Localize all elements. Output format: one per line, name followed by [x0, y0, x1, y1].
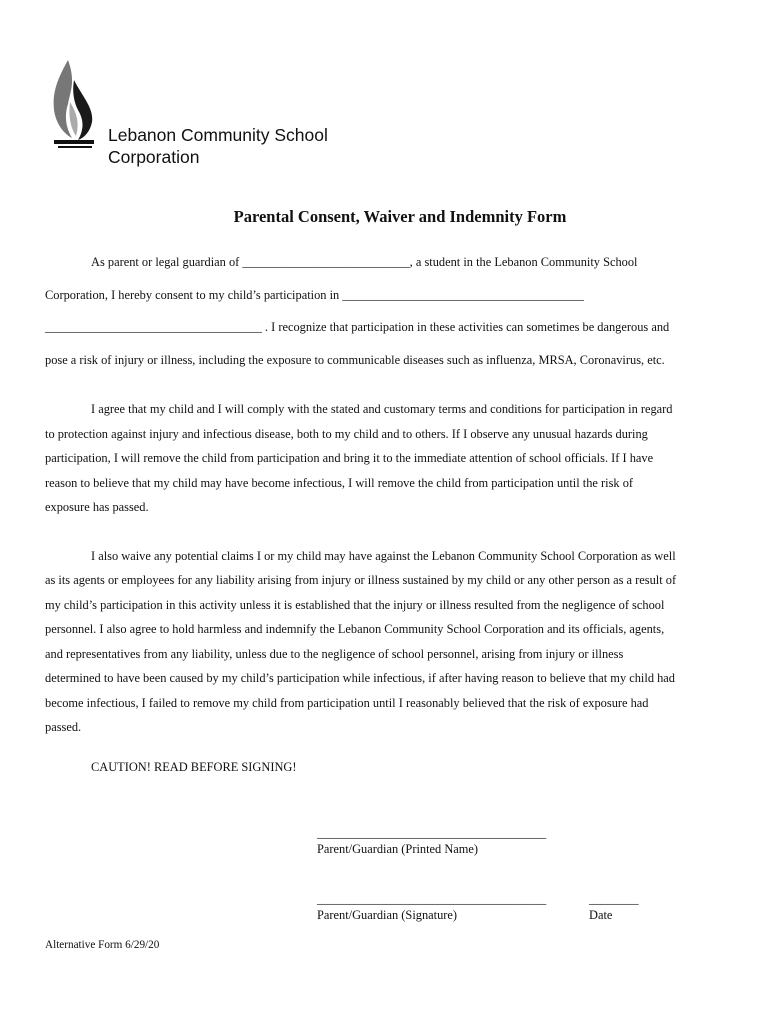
- date-field[interactable]: ________: [589, 892, 639, 906]
- paragraph3-line: and representatives from any liability, unless due to the negligence of school personnel, arising from injury or illness: [45, 647, 624, 661]
- signature-field[interactable]: _____________________________________: [317, 892, 547, 906]
- paragraph3-line: as its agents or employees for any liability arising from injury or illness sustained by my child or any other person as a result of: [45, 573, 677, 587]
- paragraph2-line: exposure has passed.: [45, 500, 149, 514]
- paragraph1-line: As parent or legal guardian of ___________________________, a student in the Lebanon Community School: [91, 255, 638, 269]
- printed-name-label: Parent/Guardian (Printed Name): [317, 842, 479, 856]
- paragraph2-line: I agree that my child and I will comply with the stated and customary terms and conditions for participation in regard: [91, 402, 673, 416]
- paragraph2-line: reason to believe that my child may have become infectious, I will remove the child from participation until the risk of: [45, 476, 634, 490]
- paragraph3-line: become infectious, I failed to remove my child from participation until I reasonably believed that the risk of exposure had: [45, 696, 649, 710]
- paragraph3-line: personnel. I also agree to hold harmless and indemnify the Lebanon Community School Corporation and its officials, agents,: [45, 622, 665, 636]
- date-label: Date: [589, 908, 613, 922]
- paragraph3-line: determined to have been caused by my child’s participation while infectious, if after having reason to believe that my child had: [45, 671, 675, 685]
- paragraph1-line: ___________________________________ . I recognize that participation in these activities can sometimes be dangerous and: [45, 320, 670, 334]
- org-name-line1: Lebanon Community School: [108, 125, 328, 145]
- caution-text: CAUTION! READ BEFORE SIGNING!: [91, 760, 297, 774]
- flame-torch-icon: [50, 58, 98, 150]
- paragraph1-line: pose a risk of injury or illness, including the exposure to communicable diseases such as influenza, MRSA, Coronavirus, etc.: [45, 353, 665, 367]
- paragraph2-line: to protection against injury and infectious disease, both to my child and to others. If I observe any unusual hazards during: [45, 427, 648, 441]
- paragraph3-line: my child’s participation in this activity unless it is established that the injury or illness resulted from the negligence of school: [45, 598, 665, 612]
- form-version-footer: Alternative Form 6/29/20: [45, 939, 160, 951]
- paragraph2-line: participation, I will remove the child from participation and bring it to the immediate attention of school officials. If I have: [45, 451, 654, 465]
- printed-name-field[interactable]: _____________________________________: [317, 826, 547, 840]
- paragraph3-line: passed.: [45, 720, 82, 734]
- paragraph1-line: Corporation, I hereby consent to my child’s participation in _______________________________________: [45, 288, 584, 302]
- signature-label: Parent/Guardian (Signature): [317, 908, 458, 922]
- form-title: Parental Consent, Waiver and Indemnity Form: [233, 207, 567, 226]
- org-name-line2: Corporation: [108, 147, 200, 167]
- paragraph3-line: I also waive any potential claims I or my child may have against the Lebanon Community School Corporation as well: [91, 549, 676, 563]
- organization-name: [108, 124, 328, 168]
